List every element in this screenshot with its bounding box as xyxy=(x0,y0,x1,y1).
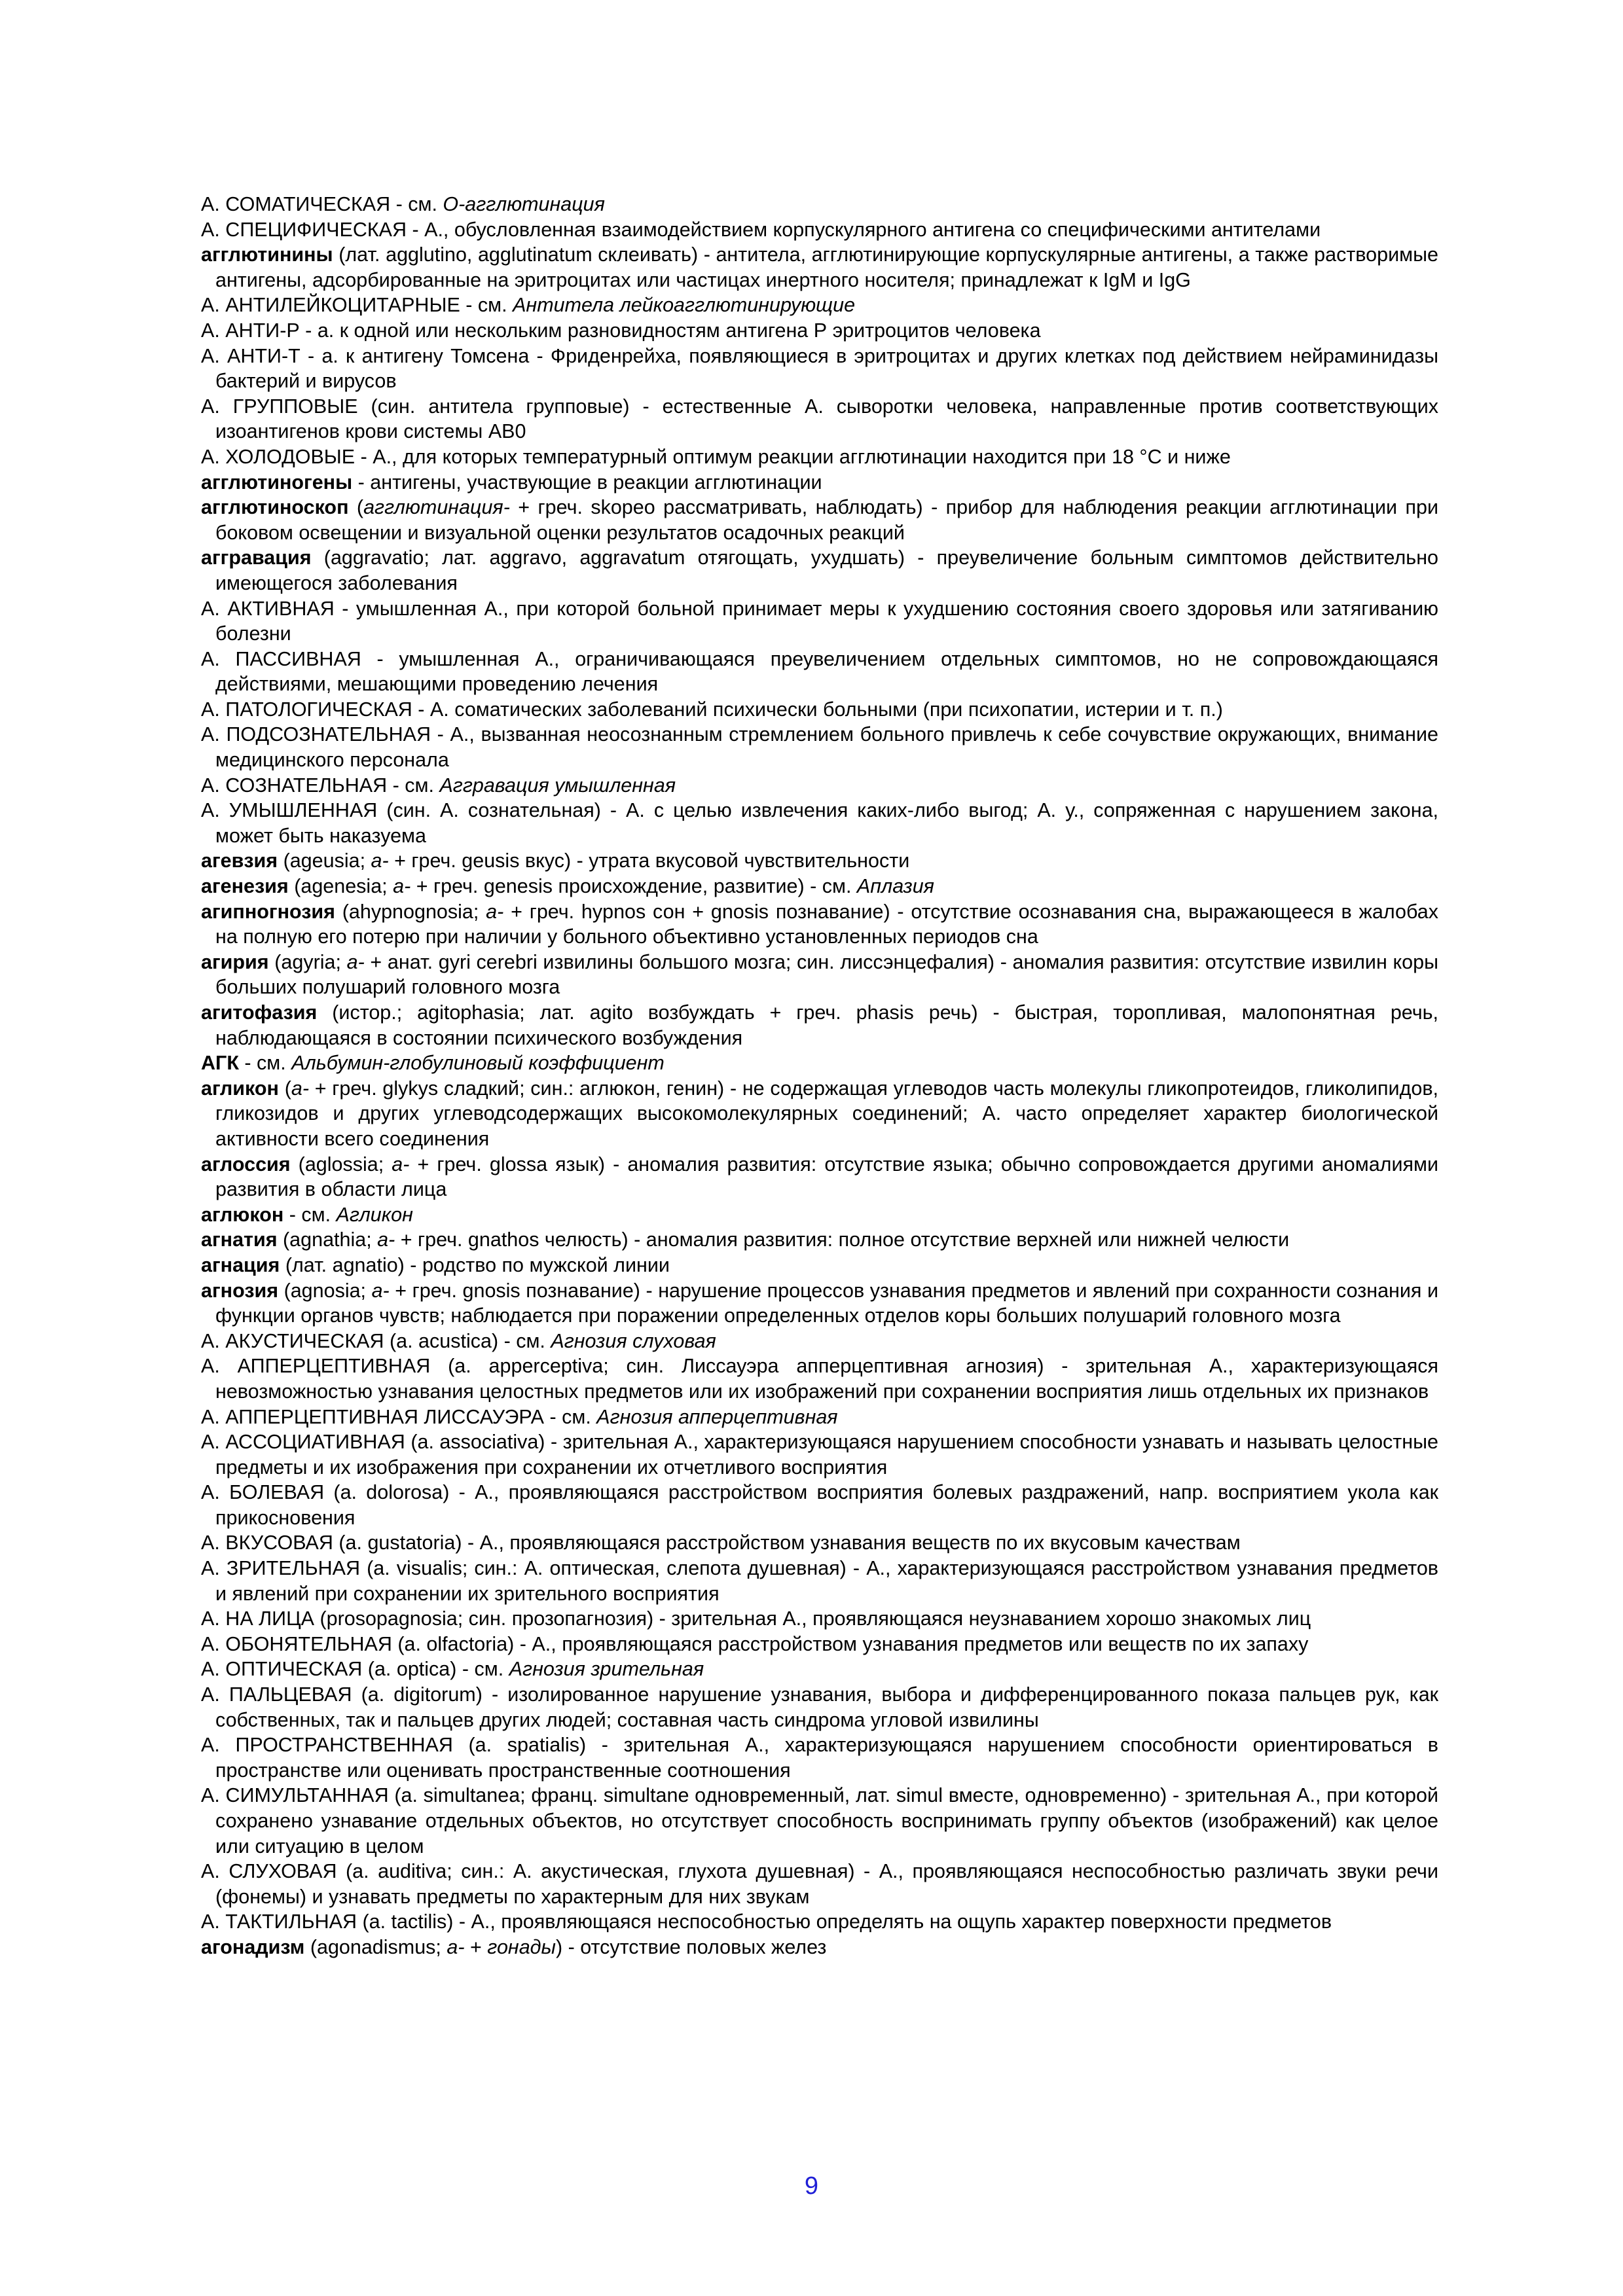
entry-headword: агглютиноскоп xyxy=(201,496,349,519)
entry-text: А. ТАКТИЛЬНАЯ (a. tactilis) - А., проявляющаяся неспособностью определять на ощупь характер поверхности предметов xyxy=(201,1910,1332,1933)
entry-text: А. АНТИ-Р - а. к одной или нескольким разновидностям антигена Р эритроцитов человека xyxy=(201,319,1041,342)
dictionary-entry xyxy=(201,773,1438,798)
dictionary-entry xyxy=(201,1556,1438,1606)
entry-text: А. ПАЛЬЦЕВАЯ (a. digitorum) - изолированное нарушение узнавания, выбора и дифференцированного показа пальцев рук, как собственных, так и пальцев других людей; составная часть синдрома угловой извилины xyxy=(201,1683,1438,1731)
dictionary-entry xyxy=(201,1354,1438,1404)
entry-text: А. АССОЦИАТИВНАЯ (a. associativa) - зрительная А., характеризующаяся нарушением способности узнавать и называть целостные предметы и их изображения при сохранении их отчетливого восприятия xyxy=(201,1431,1438,1479)
dictionary-entry xyxy=(201,1329,1438,1354)
dictionary-entry xyxy=(201,1405,1438,1430)
entry-headword: аггравация xyxy=(201,547,312,569)
entry-text: А. ХОЛОДОВЫЕ - А., для которых температурный оптимум реакции агглютинации находится при 18 °С и ниже xyxy=(201,445,1231,468)
entry-headword: агенезия xyxy=(201,875,289,898)
entry-text: А. ВКУСОВАЯ (a. gustatoria) - А., проявляющаяся расстройством узнавания веществ по их вкусовым качествам xyxy=(201,1532,1241,1554)
entry-text: А. СОЗНАТЕЛЬНАЯ - см. xyxy=(201,774,440,797)
dictionary-entry xyxy=(201,1530,1438,1556)
dictionary-entry xyxy=(201,1783,1438,1859)
entry-text: (aggravatio; лат. aggravo, aggravatum отягощать, ухудшать) - преувеличение больным симптомов действительно имеющегося заболевания xyxy=(215,547,1438,594)
entry-headword: агевзия xyxy=(201,850,278,872)
entry-headword: агитофазия xyxy=(201,1001,318,1024)
entry-text: А. АППЕРЦЕПТИВНАЯ ЛИССАУЭРА - см. xyxy=(201,1405,597,1428)
entry-text: (agonadismus; xyxy=(304,1935,447,1958)
entry-text: А. ГРУППОВЫЕ (син. антитела групповые) - естественные А. сыворотки человека, направленные против соответствующих изоантигенов крови системы АВ0 xyxy=(201,395,1438,443)
entry-text: - см. xyxy=(283,1203,337,1226)
dictionary-entry xyxy=(201,1682,1438,1732)
entry-text: (agenesia; xyxy=(288,875,393,898)
dictionary-entry xyxy=(201,1278,1438,1329)
entry-headword: аглоссия xyxy=(201,1153,291,1175)
dictionary-entry xyxy=(201,470,1438,495)
entry-text: А. ОБОНЯТЕЛЬНАЯ (a. olfactoria) - А., проявляющаяся расстройством узнавания предметов или веществ по их запаху xyxy=(201,1632,1309,1655)
dictionary-entry xyxy=(201,495,1438,545)
dictionary-entry xyxy=(201,344,1438,394)
dictionary-entry xyxy=(201,242,1438,293)
dictionary-entry xyxy=(201,596,1438,647)
dictionary-entry xyxy=(201,1152,1438,1202)
entry-reference: Агнозия апперцептивная xyxy=(596,1405,838,1428)
entry-reference: а- xyxy=(392,1153,410,1175)
dictionary-entry xyxy=(201,899,1438,950)
entry-text: (лат. agnatio) - родство по мужской линии xyxy=(280,1253,670,1276)
entry-reference: агглютинация- xyxy=(363,496,510,519)
dictionary-entry xyxy=(201,950,1438,1000)
entry-text: + греч. genesis происхождение, развитие) - см. xyxy=(410,875,857,898)
entry-text: А. УМЫШЛЕННАЯ (син. А. сознательная) - А. с целью извлечения каких-либо выгод; А. у., сопряженная с нарушением закона, может быть наказуема xyxy=(201,799,1438,847)
dictionary-entry xyxy=(201,697,1438,723)
entry-headword: агнация xyxy=(201,1253,280,1276)
dictionary-entry xyxy=(201,1050,1438,1076)
entry-text: А. ПАТОЛОГИЧЕСКАЯ - А. соматических заболеваний психически больными (при психопатии, истерии и т. п.) xyxy=(201,698,1223,721)
entry-reference: Антитела лейкоагглютинирующие xyxy=(513,294,856,317)
entry-text: + греч. glykys сладкий; син.: аглюкон, генин) - не содержащая углеводов часть молекулы гликопротеидов, гликолипидов, гликозидов и других углеводсодержащих высокомолекулярных соединений; А. часто определяет характер биологической активности всего соединения xyxy=(215,1077,1439,1150)
entry-reference: а- xyxy=(486,900,504,923)
entry-reference: а- xyxy=(346,950,365,973)
dictionary-entry xyxy=(201,874,1438,899)
dictionary-entry xyxy=(201,647,1438,697)
dictionary-entry xyxy=(201,1227,1438,1253)
entry-text: + xyxy=(464,1935,488,1958)
entry-text: А. АНТИ-Т - а. к антигену Томсена - Фриденрейха, появляющиеся в эритроцитах и других клетках под действием нейраминидазы бактерий и вирусов xyxy=(201,344,1438,393)
dictionary-entries xyxy=(201,192,1438,1960)
dictionary-entry xyxy=(201,1935,1438,1960)
entry-text: А. АКУСТИЧЕСКАЯ (a. acustica) - см. xyxy=(201,1329,551,1352)
entry-text: (agnosia; xyxy=(278,1279,372,1302)
entry-text: А. СИМУЛЬТАННАЯ (a. simultanea; франц. simultane одновременный, лат. simul вместе, одновременно) - зрительная А., при которой сохранено узнавание отдельных объектов, но отсутствует способность воспринимать группу объектов (изображений) как целое или ситуацию в целом xyxy=(201,1784,1438,1857)
entry-text: (agnathia; xyxy=(277,1229,378,1251)
dictionary-entry xyxy=(201,1859,1438,1909)
entry-reference: Агнозия слуховая xyxy=(551,1329,716,1352)
entry-headword: агонадизм xyxy=(201,1935,305,1958)
entry-text: А. ОПТИЧЕСКАЯ (a. optica) - см. xyxy=(201,1658,509,1681)
entry-text: А. СОМАТИЧЕСКАЯ - см. xyxy=(201,193,443,215)
entry-headword: агликон xyxy=(201,1077,279,1100)
entry-text: + греч. glossa язык) - аномалия развития: отсутствие языка; обычно сопровождается другими аномалиями развития в области лица xyxy=(215,1153,1439,1201)
entry-text: А. ПОДСОЗНАТЕЛЬНАЯ - А., вызванная неосознанным стремлением больного привлечь к себе сочувствие окружающих, внимание медицинского персонала xyxy=(201,723,1438,772)
entry-text: (aglossia; xyxy=(290,1153,392,1175)
entry-headword: аглюкон xyxy=(201,1203,284,1226)
entry-reference: О-агглютинация xyxy=(443,193,605,215)
dictionary-entry xyxy=(201,848,1438,874)
dictionary-entry xyxy=(201,545,1438,596)
entry-text: (ageusia; xyxy=(278,850,371,872)
entry-reference: а- xyxy=(371,1279,390,1302)
dictionary-entry xyxy=(201,1076,1438,1152)
dictionary-entry xyxy=(201,1632,1438,1657)
entry-reference: Аггравация умышленная xyxy=(439,774,676,797)
entry-reference: Агликон xyxy=(336,1203,413,1226)
dictionary-entry xyxy=(201,1606,1438,1632)
dictionary-entry xyxy=(201,217,1438,243)
entry-text: А. АППЕРЦЕПТИВНАЯ (a. apperceptiva; син. Лиссауэра апперцептивная агнозия) - зрительная А., характеризующаяся невозможностью узнавания целостных предметов или их изображений при сохранении восприятия лишь отдельных их признаков xyxy=(201,1355,1438,1403)
dictionary-entry xyxy=(201,192,1438,217)
dictionary-entry xyxy=(201,798,1438,848)
entry-reference: а- xyxy=(447,1935,465,1958)
entry-text: А. ПАССИВНАЯ - умышленная А., ограничивающаяся преувеличением отдельных симптомов, но не сопровождающаяся действиями, мешающими проведению лечения xyxy=(201,647,1438,696)
entry-reference: гонады xyxy=(487,1935,556,1958)
entry-text: ( xyxy=(348,496,364,519)
entry-text: + греч. hypnos сон + gnosis познавание) - отсутствие осознавания сна, выражающееся в жалобах на полную его потерю при наличии у больного объективно установленных периодов сна xyxy=(215,900,1438,948)
dictionary-entry xyxy=(201,1253,1438,1278)
dictionary-entry xyxy=(201,1202,1438,1228)
entry-text: А. ЗРИТЕЛЬНАЯ (a. visualis; син.: А. оптическая, слепота душевная) - А., характеризующаяся расстройством узнавания предметов и явлений при сохранении их зрительного восприятия xyxy=(201,1557,1438,1605)
entry-text: (ahypnognosia; xyxy=(335,900,486,923)
dictionary-entry xyxy=(201,1429,1438,1480)
entry-headword: агнатия xyxy=(201,1229,278,1251)
entry-reference: а- xyxy=(377,1229,395,1251)
entry-text: А. СЛУХОВАЯ (a. auditiva; син.: А. акустическая, глухота душевная) - А., проявляющаяся неспособностью различать звуки речи (фонемы) и узнавать предметы по характерным для них звукам xyxy=(201,1860,1438,1908)
entry-text: ( xyxy=(278,1077,291,1100)
entry-text: А. НА ЛИЦА (prosopagnosia; син. прозопагнозия) - зрительная А., проявляющаяся неузнаванием хорошо знакомых лиц xyxy=(201,1607,1311,1630)
entry-reference: Агнозия зрительная xyxy=(509,1658,704,1681)
entry-text: + греч. skopeo рассматривать, наблюдать) - прибор для наблюдения реакции агглютинации при боковом освещении и визуальной оценки результатов осадочных реакций xyxy=(215,496,1438,544)
entry-headword: агнозия xyxy=(201,1279,279,1302)
entry-text: (лат. agglutino, agglutinatum склеивать) - антитела, агглютинирующие корпускулярные антигены, а также растворимые антигены, адсорбированные на эритроцитах или частицах инертного носителя; принадлежат к IgM и IgG xyxy=(215,243,1438,291)
entry-reference: а- xyxy=(371,850,389,872)
entry-text: + греч. geusis вкус) - утрата вкусовой чувствительности xyxy=(388,850,910,872)
entry-text: А. АКТИВНАЯ - умышленная А., при которой больной принимает меры к ухудшению состояния своего здоровья или затягиванию болезни xyxy=(201,597,1438,645)
entry-text: (истор.; agitophasia; лат. agito возбуждать + греч. phasis речь) - быстрая, торопливая, малопонятная речь, наблюдающаяся в состоянии психического возбуждения xyxy=(215,1001,1438,1049)
entry-text: + анат. gyri cerebri извилины большого мозга; син. лиссэнцефалия) - аномалия развития: отсутствие извилин коры больших полушарий головного мозга xyxy=(215,950,1438,999)
dictionary-entry xyxy=(201,1909,1438,1935)
entry-text: - см. xyxy=(238,1052,292,1075)
dictionary-entry xyxy=(201,1657,1438,1682)
entry-reference: а- xyxy=(291,1077,309,1100)
entry-headword: агглютинины xyxy=(201,243,333,266)
entry-text: + греч. gnathos челюсть) - аномалия развития: полное отсутствие верхней или нижней челюсти xyxy=(395,1229,1290,1251)
dictionary-entry xyxy=(201,1480,1438,1530)
dictionary-entry xyxy=(201,394,1438,444)
entry-text: (agyria; xyxy=(268,950,347,973)
entry-reference: Альбумин-глобулиновый коэффициент xyxy=(291,1052,665,1075)
dictionary-entry xyxy=(201,293,1438,318)
entry-text: ) - отсутствие половых желез xyxy=(555,1935,827,1958)
entry-text: - антигены, участвующие в реакции агглютинации xyxy=(352,471,822,493)
dictionary-entry xyxy=(201,1000,1438,1050)
page-number: 9 xyxy=(804,2172,819,2200)
entry-headword: агглютиногены xyxy=(201,471,353,493)
entry-headword: агирия xyxy=(201,950,269,973)
entry-text: А. БОЛЕВАЯ (a. dolorosa) - А., проявляющаяся расстройством восприятия болевых раздражений, напр. восприятием укола как прикосновения xyxy=(201,1481,1438,1529)
entry-text: А. ПРОСТРАНСТВЕННАЯ (a. spatialis) - зрительная А., характеризующаяся нарушением способности ориентироваться в пространстве или оценивать пространственные соотношения xyxy=(201,1734,1438,1782)
dictionary-entry xyxy=(201,722,1438,772)
entry-text: А. СПЕЦИФИЧЕСКАЯ - А., обусловленная взаимодействием корпускулярного антигена со специфическими антителами xyxy=(201,218,1321,241)
dictionary-entry xyxy=(201,1732,1438,1783)
dictionary-entry xyxy=(201,318,1438,344)
entry-text: А. АНТИЛЕЙКОЦИТАРНЫЕ - см. xyxy=(201,294,513,317)
entry-headword: АГК xyxy=(201,1052,239,1075)
entry-reference: Аплазия xyxy=(856,875,934,898)
dictionary-entry xyxy=(201,444,1438,470)
entry-headword: агипногнозия xyxy=(201,900,335,923)
entry-reference: а- xyxy=(393,875,411,898)
entry-text: + греч. gnosis познавание) - нарушение процессов узнавания предметов и явлений при сохранности сознания и функции органов чувств; наблюдается при поражении определенных отделов коры больших полушарий головного мозга xyxy=(215,1279,1438,1327)
